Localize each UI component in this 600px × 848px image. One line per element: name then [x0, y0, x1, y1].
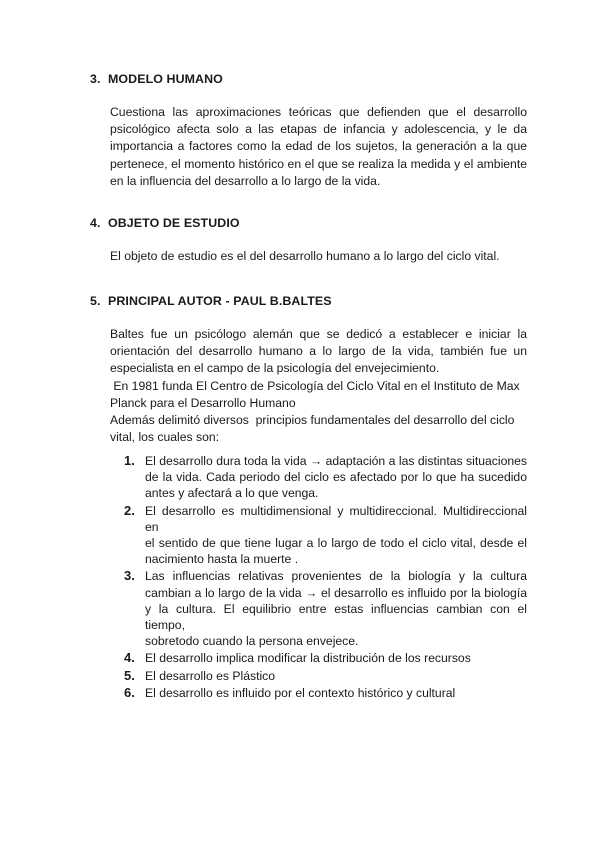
text-line: psicológico afecta solo a las etapas de infancia y adolescencia, y le da	[110, 122, 527, 137]
list-item	[124, 685, 527, 701]
text-line: El desarrollo implica modificar la distribución de los recursos	[145, 651, 471, 666]
text-line: nacimiento hasta la muerte .	[145, 552, 299, 567]
text-line: Además delimitó diversos principios fundamentales del desarrollo del ciclo	[110, 413, 515, 428]
text-line: Las influencias relativas provenientes de la biología y la cultura	[145, 569, 527, 584]
section-title: OBJETO DE ESTUDIO	[108, 216, 240, 230]
list-item	[124, 668, 527, 684]
list-item	[124, 650, 527, 666]
text-line: pertenece, el momento histórico en el que se realiza la medida y el ambiente	[110, 156, 527, 171]
section-heading-principal-autor	[90, 294, 332, 308]
text-line: Baltes fue un psicólogo alemán que se dedicó a establecer e iniciar la	[110, 327, 527, 341]
text-line: en la influencia del desarrollo a lo largo de la vida.	[110, 173, 381, 188]
list-marker: 5.	[124, 667, 135, 683]
text-line: cambian a lo largo de la vida → el desarrollo es influido por la biología	[145, 585, 527, 600]
text-line: Cuestiona las aproximaciones teóricas que defienden que el desarrollo	[110, 105, 527, 119]
text-line: y la cultura. El equilibrio entre estas influencias cambian con el tiempo,	[145, 601, 527, 633]
section-number: 4.	[90, 216, 101, 230]
list-item	[124, 453, 527, 502]
paragraph-principal-autor	[110, 326, 527, 446]
list-marker: 1.	[124, 453, 135, 468]
text-line: importancia a factores como la edad de los sujetos, la generación a la que	[110, 139, 527, 154]
section-heading-objeto-de-estudio	[90, 216, 240, 230]
list-item	[124, 568, 527, 649]
text-line: el sentido de que tiene lugar a lo largo de todo el ciclo vital, desde el	[145, 536, 527, 551]
text-line: Planck para el Desarrollo Humano	[110, 395, 296, 410]
text-line: El desarrollo es multidimensional y multidireccional. Multidireccional en	[145, 503, 527, 534]
list-item	[124, 503, 527, 568]
principles-list	[124, 453, 527, 702]
section-number: 3.	[90, 72, 101, 86]
list-marker: 6.	[124, 684, 135, 700]
text-line: orientación del desarrollo humano a lo largo de la vida, también fue un	[110, 344, 527, 359]
text-line: El desarrollo es influido por el contexto histórico y cultural	[145, 685, 456, 700]
paragraph-modelo-humano	[110, 104, 527, 190]
section-title: MODELO HUMANO	[108, 72, 223, 86]
text-line: antes y afectará a lo que venga.	[145, 486, 319, 501]
list-marker: 2.	[124, 502, 135, 518]
text-line: El desarrollo dura toda la vida → adaptación a las distintas situaciones	[145, 454, 527, 468]
text-line: El desarrollo es Plástico	[145, 668, 276, 683]
list-marker: 4.	[124, 650, 135, 666]
section-heading-modelo-humano	[90, 72, 223, 86]
text-line: especialista en el campo de la psicología del envejecimiento.	[110, 361, 440, 376]
text-line: de la vida. Cada periodo del ciclo es afectado por lo que ha sucedido	[145, 470, 527, 485]
section-number: 5.	[90, 294, 101, 308]
text-line: vital, los cuales son:	[110, 430, 220, 445]
text-line: En 1981 funda El Centro de Psicología del Ciclo Vital en el Instituto de Max	[110, 378, 520, 393]
list-marker: 3.	[124, 568, 135, 584]
section-title: PRINCIPAL AUTOR - PAUL B.BALTES	[108, 294, 332, 308]
text-line: sobretodo cuando la persona envejece.	[145, 634, 359, 649]
paragraph-objeto-de-estudio: El objeto de estudio es el del desarrollo humano a lo largo del ciclo vital.	[110, 249, 500, 263]
